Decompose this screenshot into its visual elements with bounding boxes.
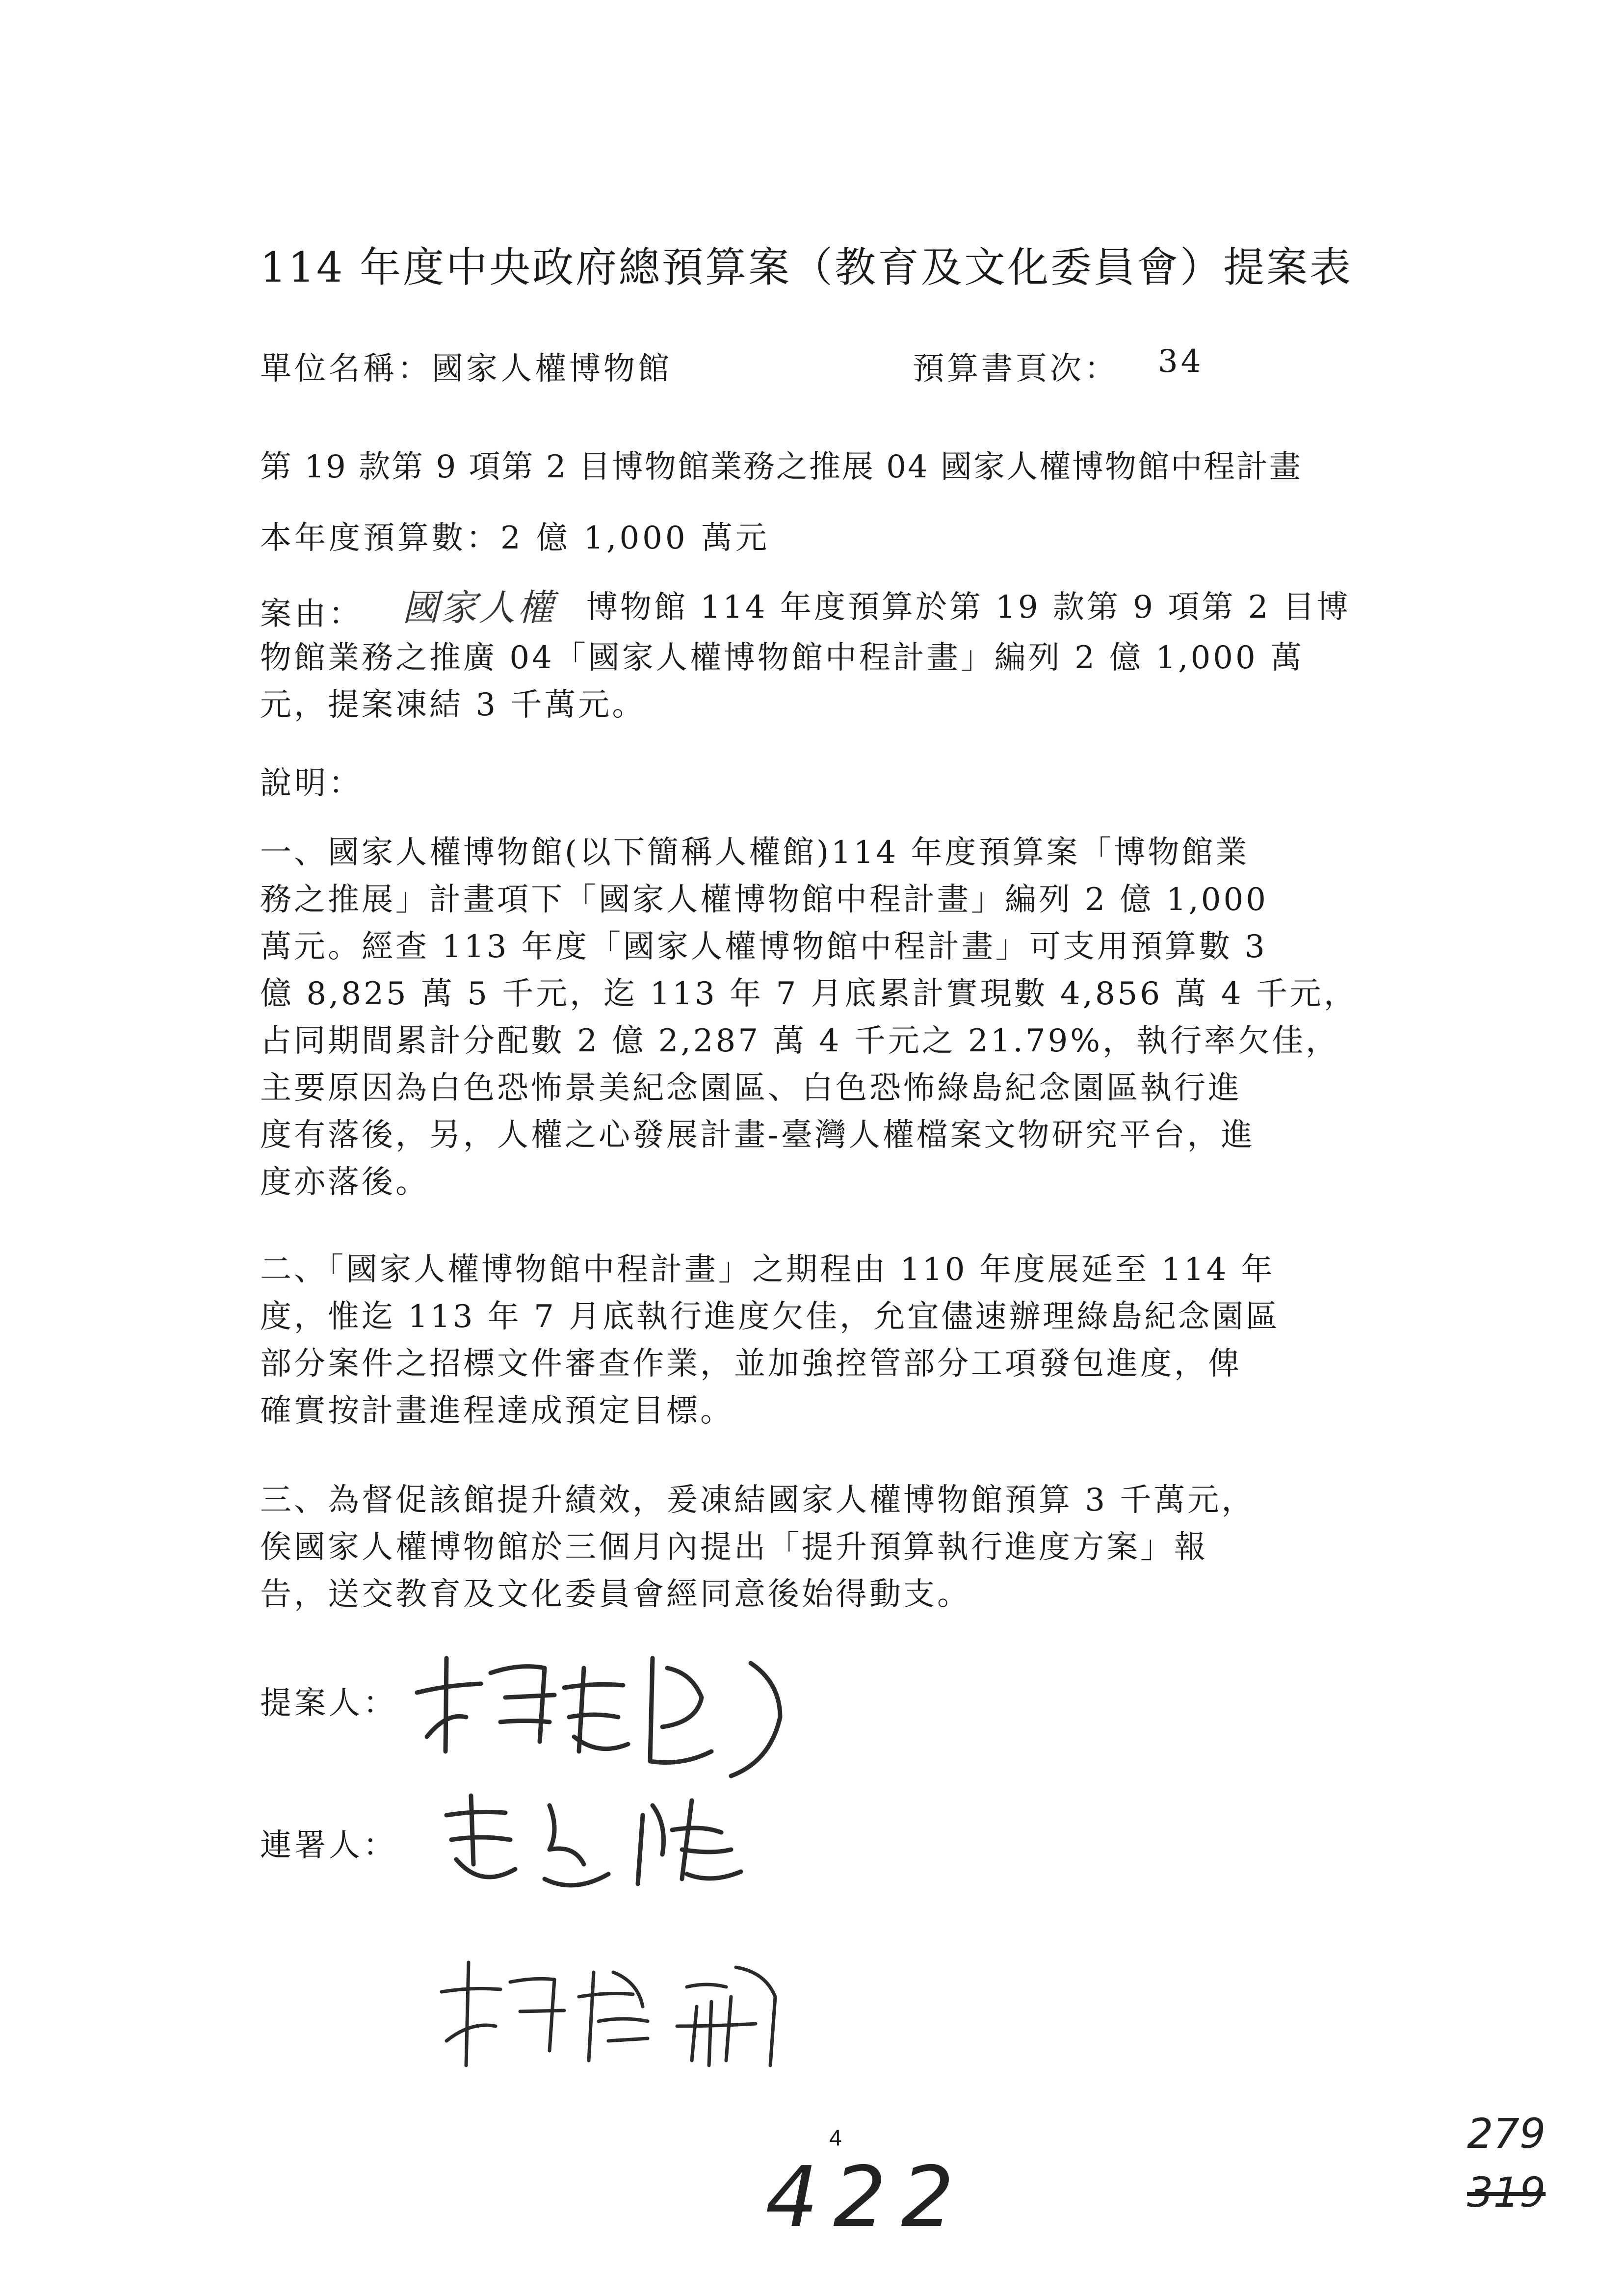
paragraph-line: 度亦落後。	[260, 1164, 429, 1200]
cosigner-signature-1	[437, 1786, 819, 1904]
handwritten-margin-number: 279	[1467, 2110, 1546, 2158]
paragraph-line: 務之推展」計畫項下「國家人權博物館中程計畫」編列 2 億 1,000	[260, 882, 1268, 918]
paragraph-line: 告，送交教育及文化委員會經同意後始得動支。	[260, 1576, 971, 1613]
proposer-signature	[407, 1639, 888, 1786]
case-line-1: 博物館 114 年度預算於第 19 款第 9 項第 2 目博	[586, 589, 1351, 626]
cosigner-signature-2	[432, 1953, 834, 2085]
proposer-label: 提案人：	[260, 1685, 397, 1722]
budget-item-line: 第 19 款第 9 項第 2 目博物館業務之推展 04 國家人權博物館中程計畫	[260, 449, 1303, 485]
paragraph-line: 度，惟迄 113 年 7 月底執行進度欠佳，允宜儘速辦理綠島紀念園區	[260, 1299, 1280, 1335]
explanation-label: 說明：	[260, 765, 363, 802]
page-title: 114 年度中央政府總預算案（教育及文化委員會）提案表	[260, 243, 1353, 291]
handwritten-page-number: 422	[765, 2149, 969, 2246]
paragraph-1	[260, 829, 1358, 1206]
cosigner-label: 連署人：	[260, 1827, 397, 1864]
paragraph-line: 二、「國家人權博物館中程計畫」之期程由 110 年度展延至 114 年	[260, 1252, 1275, 1288]
paragraph-line: 主要原因為白色恐怖景美紀念園區、白色恐怖綠島紀念園區執行進	[260, 1070, 1242, 1106]
paragraph-line: 俟國家人權博物館於三個月內提出「提升預算執行進度方案」報	[260, 1529, 1208, 1565]
paragraph-line: 確實按計畫進程達成預定目標。	[260, 1393, 734, 1429]
case-label: 案由：	[260, 596, 363, 632]
budget-page-value: 34	[1158, 343, 1204, 380]
budget-amount: 本年度預算數：2 億 1,000 萬元	[260, 520, 770, 556]
unit-name: 單位名稱：國家人權博物館	[260, 351, 672, 387]
paragraph-3	[260, 1477, 1255, 1618]
paragraph-line: 三、為督促該館提升績效，爰凍結國家人權博物館預算 3 千萬元，	[260, 1482, 1256, 1518]
paragraph-line: 億 8,825 萬 5 千元，迄 113 年 7 月底累計實現數 4,856 萬 4 千元，	[260, 976, 1358, 1012]
handwritten-insert: 國家人權	[402, 587, 555, 629]
handwritten-margin-number: 319	[1467, 2168, 1546, 2217]
paragraph-line: 部分案件之招標文件審查作業，並加強控管部分工項發包進度，俾	[260, 1346, 1242, 1382]
budget-page-label: 預算書頁次：	[913, 351, 1119, 387]
paragraph-line: 一、國家人權博物館(以下簡稱人權館)114 年度預算案「博物館業	[260, 835, 1250, 871]
page-number: 4	[829, 2125, 842, 2150]
paragraph-line: 度有落後，另，人權之心發展計畫-臺灣人權檔案文物研究平台，進	[260, 1117, 1255, 1153]
paragraph-line: 萬元。經查 113 年度「國家人權博物館中程計畫」可支用預算數 3	[260, 929, 1267, 965]
paragraph-line: 占同期間累計分配數 2 億 2,287 萬 4 千元之 21.79%，執行率欠佳，	[260, 1023, 1340, 1059]
paragraph-2	[260, 1246, 1280, 1435]
case-line-2: 物館業務之推廣 04「國家人權博物館中程計畫」編列 2 億 1,000 萬	[260, 640, 1305, 676]
case-line-3: 元，提案凍結 3 千萬元。	[260, 687, 646, 723]
